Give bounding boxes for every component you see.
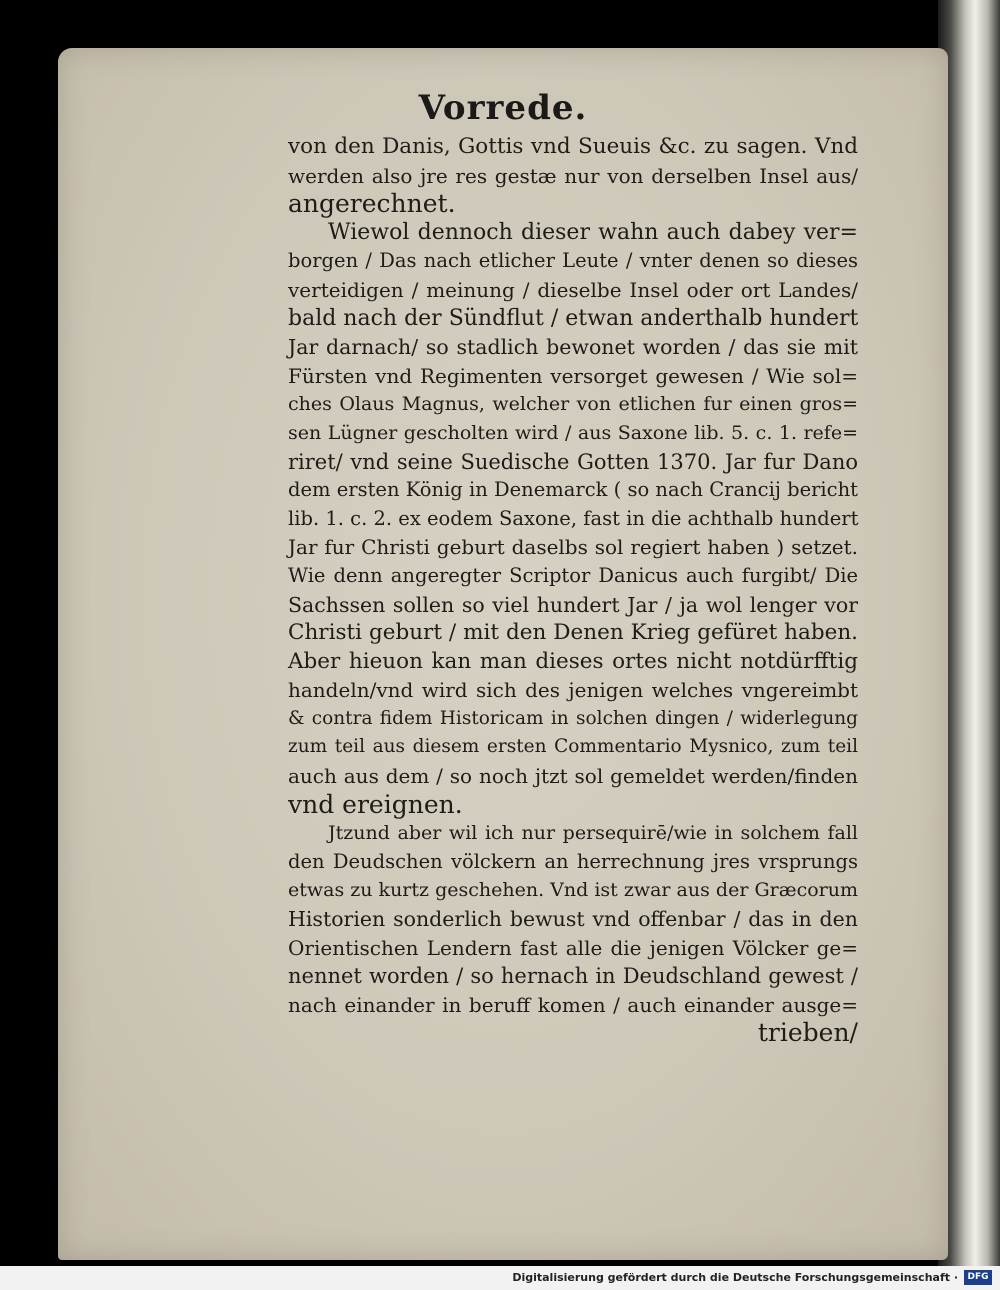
text-line: angerechnet.	[288, 189, 456, 219]
text-line: riret/ vnd seine Suedische Gotten 1370. Jar fur Dano	[288, 449, 858, 474]
text-line: Orientischen Lendern fast alle die jenigen Völcker ge=	[288, 935, 858, 960]
text-line: etwas zu kurtz geschehen. Vnd ist zwar aus der Græcorum	[288, 879, 858, 902]
text-line: handeln/vnd wird sich des jenigen welches vngereimbt	[288, 678, 858, 703]
text-line: lib. 1. c. 2. ex eodem Saxone, fast in die achthalb hundert	[288, 506, 859, 530]
text-line: Christi geburt / mit den Denen Krieg gefüret haben.	[288, 620, 858, 646]
text-line: auch aus dem / so noch jtzt sol gemeldet werden/finden	[288, 764, 858, 789]
text-line: werden also jre res gestæ nur von derselben Insel aus/	[288, 163, 858, 188]
page-header: Vorrede.	[418, 88, 588, 128]
text-line: Jtzund aber wil ich nur persequirē/wie in solchem fall	[328, 822, 858, 845]
text-line: ches Olaus Magnus, welcher von etlichen fur einen gros=	[288, 393, 858, 416]
text-line: vnd ereignen.	[288, 789, 463, 819]
text-line: den Deudschen völckern an herrechnung jres vrsprungs	[288, 849, 858, 873]
text-line: zum teil aus diesem ersten Commentario Mysnico, zum teil	[288, 736, 858, 758]
text-line: Sachssen sollen so viel hundert Jar / ja wol lenger vor	[288, 592, 858, 617]
text-line: verteidigen / meinung / dieselbe Insel oder ort Landes/	[288, 277, 858, 302]
text-line: Aber hieuon kan man dieses ortes nicht notdürfftig	[288, 648, 858, 674]
text-line: dem ersten König in Denemarck ( so nach Crancij bericht	[288, 478, 858, 502]
text-line: von den Danis, Gottis vnd Sueuis &c. zu sagen. Vnd	[288, 134, 858, 159]
text-line: Historien sonderlich bewust vnd offenbar / das in den	[288, 907, 858, 932]
text-line: Jar fur Christi geburt daselbs sol regiert haben ) setzet.	[288, 535, 858, 560]
catchword: trieben/	[757, 1018, 858, 1048]
text-line: Wie denn angeregter Scriptor Danicus auch furgibt/ Die	[288, 563, 858, 587]
funding-credit: Digitalisierung gefördert durch die Deutsche Forschungsgemeinschaft ·	[512, 1271, 958, 1284]
dfg-logo-icon: DFG	[964, 1270, 992, 1285]
body-text	[288, 133, 858, 1048]
footer-bar	[0, 1266, 1000, 1290]
text-line: sen Lügner gescholten wird / aus Saxone lib. 5. c. 1. refe=	[288, 421, 858, 444]
text-line: nennet worden / so hernach in Deudschland gewest /	[288, 964, 858, 989]
text-line: bald nach der Sündflut / etwan anderthalb hundert	[288, 305, 859, 331]
text-line: borgen / Das nach etlicher Leute / vnter denen so dieses	[288, 249, 858, 273]
text-line: Jar darnach/ so stadlich bewonet worden / das sie mit	[288, 335, 858, 360]
document-page	[58, 48, 948, 1260]
text-line: Wiewol dennoch dieser wahn auch dabey ver=	[328, 219, 858, 245]
text-line: Fürsten vnd Regimenten versorget gewesen / Wie sol=	[288, 363, 858, 388]
text-line: nach einander in beruff komen / auch einander ausge=	[288, 992, 858, 1017]
text-line: & contra fidem Historicam in solchen dingen / widerlegung	[288, 707, 858, 729]
